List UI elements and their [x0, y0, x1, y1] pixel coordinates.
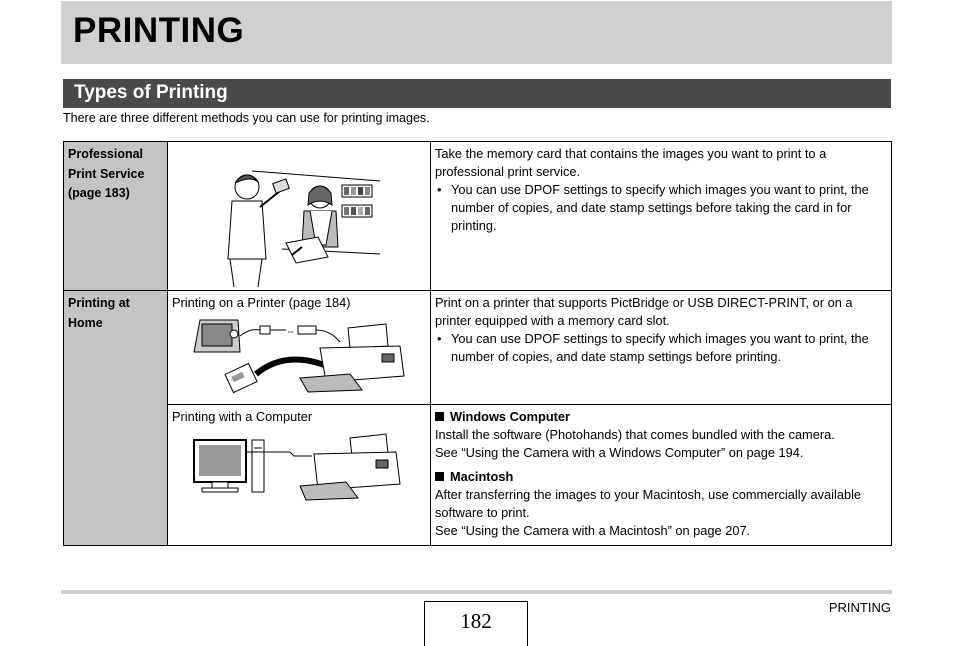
mac-heading: Macintosh: [435, 468, 887, 486]
mac-line-1: After transferring the images to your Macintosh, use commercially available software to print.: [435, 487, 862, 520]
footer-rule: [61, 590, 892, 594]
mac-line-2: See “Using the Camera with a Macintosh” on page 207.: [435, 523, 751, 538]
section-title: Types of Printing: [74, 82, 228, 103]
printer-illustration: [190, 316, 406, 394]
usb-symbol-icon: ⇔: [286, 326, 295, 336]
page-title: PRINTING: [73, 11, 245, 50]
printer-intro: Print on a printer that supports PictBridge or USB DIRECT-PRINT, or on a printer equipped with a memory card slot.: [435, 295, 853, 328]
table-row: [64, 142, 892, 291]
printer-description: [431, 291, 892, 405]
row-label-home: Printing at Home: [64, 291, 168, 546]
title-bar: [61, 1, 892, 64]
list-item: • You can use DPOF settings to specify which images you want to print, the number of copies, and date stamp settings before printing.: [435, 330, 887, 366]
section-bar: [63, 79, 891, 108]
table-row: [64, 291, 892, 405]
page-number-box: [424, 601, 528, 646]
computer-method-label: Printing with a Computer: [172, 409, 313, 424]
computer-description: [431, 405, 892, 546]
computer-illustration: [190, 432, 406, 504]
professional-bullets: [435, 181, 887, 235]
professional-intro: Take the memory card that contains the images you want to print to a professional print service.: [435, 146, 827, 179]
printer-method-cell: [168, 291, 431, 405]
printing-types-table: [63, 141, 892, 546]
row-label-professional: Professional Print Service (page 183): [64, 142, 168, 291]
square-bullet-icon: [435, 412, 444, 421]
table-row: [64, 405, 892, 546]
illustration-cell: [168, 142, 431, 291]
footer-section-label: PRINTING: [828, 600, 891, 615]
windows-line-1: Install the software (Photohands) that comes bundled with the camera.: [435, 427, 835, 442]
windows-heading: Windows Computer: [435, 408, 887, 426]
print-service-illustration: [222, 159, 382, 287]
page-number: 182: [460, 609, 492, 633]
intro-text: There are three different methods you can use for printing images.: [63, 111, 430, 125]
windows-line-2: See “Using the Camera with a Windows Computer” on page 194.: [435, 445, 804, 460]
square-bullet-icon: [435, 472, 444, 481]
computer-method-cell: [168, 405, 431, 546]
list-item: • You can use DPOF settings to specify which images you want to print, the number of copies, and date stamp settings before taking the card in for printing.: [435, 181, 887, 235]
professional-description: [431, 142, 892, 291]
printer-method-label: Printing on a Printer (page 184): [172, 295, 351, 310]
printer-bullets: [435, 330, 887, 366]
